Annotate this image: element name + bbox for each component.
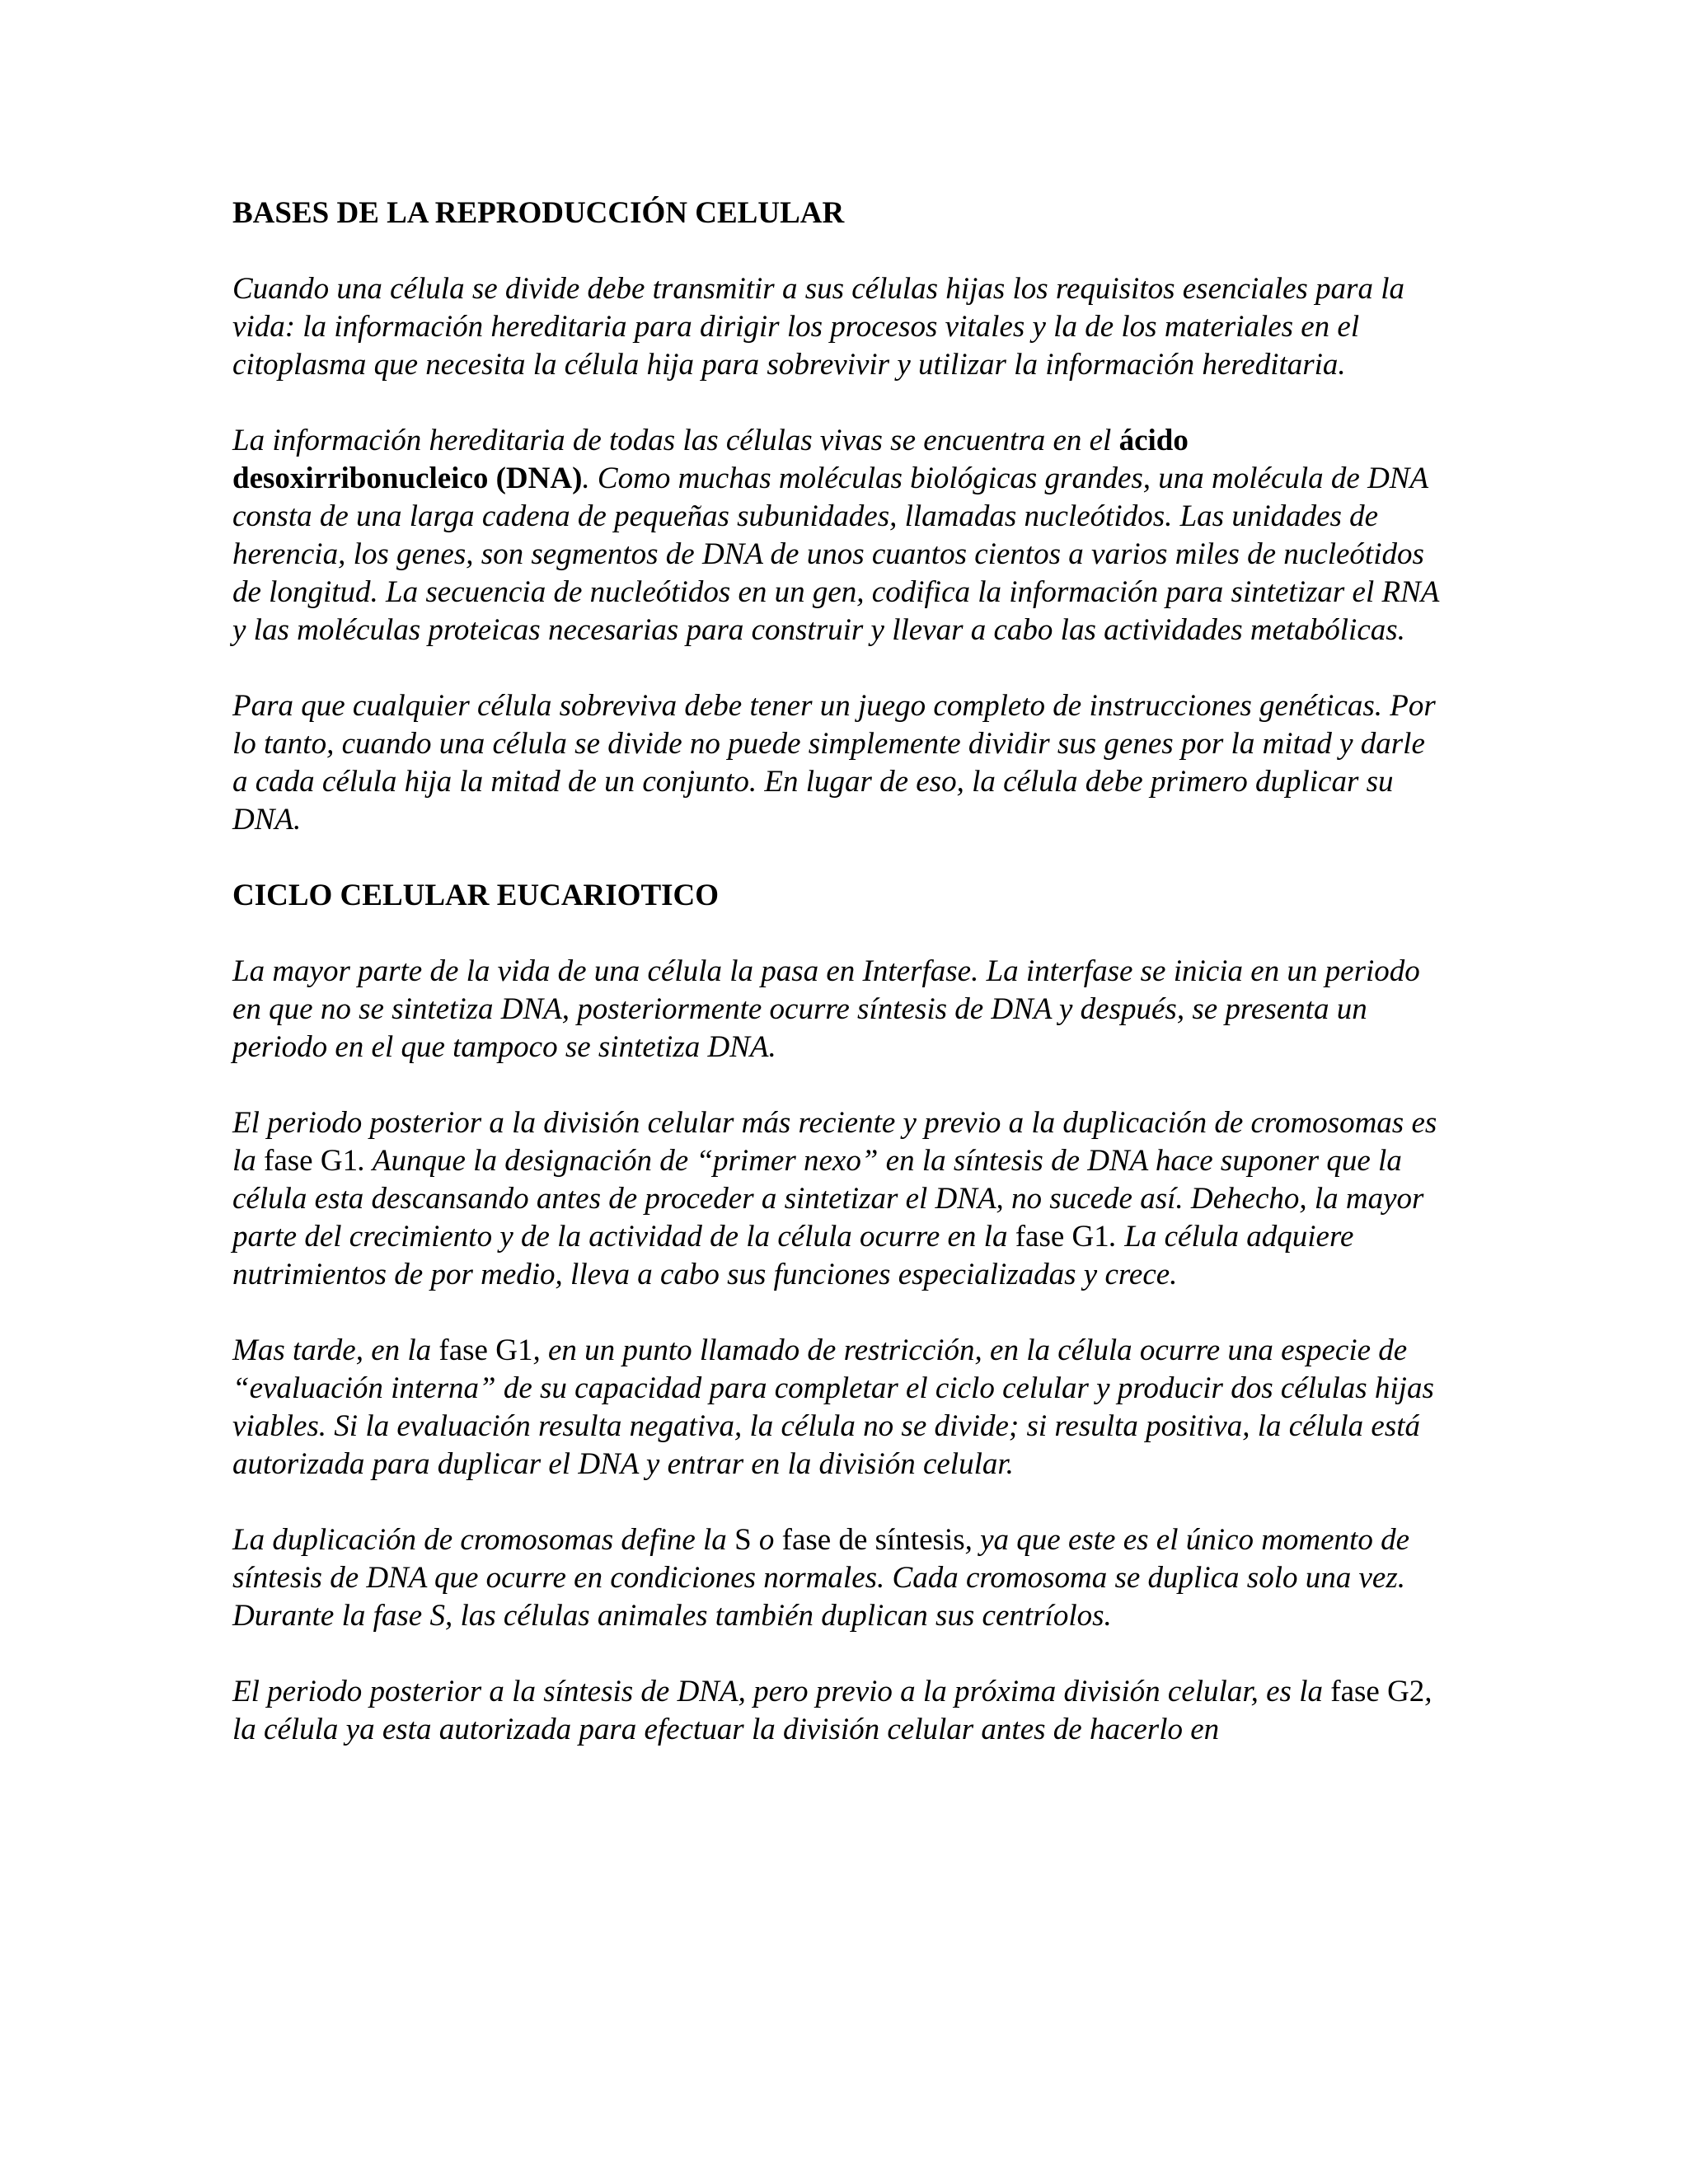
section-heading-bases: BASES DE LA REPRODUCCIÓN CELULAR — [232, 196, 845, 230]
paragraph-fase-g1 — [232, 1104, 1444, 1294]
paragraph-interfase: La mayor parte de la vida de una célula la pasa en Interfase. La interfase se inicia en un periodo en que no se sintetiza DNA, posteriormente ocurre síntesis de DNA y después, se presenta un periodo en el que tampoco se sintetiza DNA. — [232, 954, 1420, 1064]
paragraph-fase-g1-term-2: fase G1 — [1015, 1220, 1109, 1254]
document-page — [232, 194, 1444, 1749]
paragraph-restriccion-text-a: Mas tarde, en la — [232, 1333, 439, 1367]
paragraph-fase-s — [232, 1521, 1444, 1635]
paragraph-dna-bold-term: ácido desoxirribonucleico (DNA) — [232, 424, 1189, 495]
paragraph-fase-g2-text-a: El periodo posterior a la síntesis de DNA, pero previo a la próxima división celular, es la — [232, 1675, 1331, 1708]
paragraph-instructions: Para que cualquier célula sobreviva debe tener un juego completo de instrucciones genéticas. Por lo tanto, cuando una célula se divide no puede simplemente dividir sus genes por la mitad y darle a cada célula hija la mitad de un conjunto. En lugar de eso, la célula debe primero duplicar su DNA. — [232, 689, 1436, 837]
paragraph-fase-g2-text-c: , la célula ya esta autorizada para efectuar la división celular antes de hacerlo en — [232, 1675, 1432, 1746]
paragraph-fase-g2 — [232, 1673, 1444, 1749]
paragraph-fase-s-term-s: S — [734, 1523, 752, 1557]
paragraph-fase-g1-text-a: El periodo posterior a la división celular más reciente y previo a la duplicación de cromosomas es la — [232, 1106, 1437, 1178]
paragraph-fase-g1-term-1: fase G1 — [264, 1144, 359, 1178]
paragraph-fase-s-text-e: , ya que este es el único momento de síntesis de DNA que ocurre en condiciones normales. Cada cromosoma se duplica solo una vez. Durante la fase S, las células animales también duplican sus centríolos. — [232, 1523, 1410, 1633]
paragraph-restriccion-term: fase G1 — [438, 1333, 533, 1367]
paragraph-intro: Cuando una célula se divide debe transmitir a sus células hijas los requisitos esenciales para la vida: la información hereditaria para dirigir los procesos vitales y la de los materiales en el citoplasma que necesita la célula hija para sobrevivir y utilizar la información hereditaria. — [232, 272, 1404, 382]
paragraph-fase-g1-text-e: . La célula adquiere nutrimientos de por medio, lleva a cabo sus funciones especializadas y crece. — [232, 1220, 1354, 1291]
paragraph-restriccion — [232, 1332, 1444, 1483]
paragraph-fase-s-text-a: La duplicación de cromosomas define la — [232, 1523, 735, 1557]
paragraph-dna-text-a: La información hereditaria de todas las células vivas se encuentra en el — [232, 424, 1119, 457]
paragraph-fase-g1-text-c: . Aunque la designación de “primer nexo” en la síntesis de DNA hace suponer que la célula esta descansando antes de proceder a sintetizar el DNA, no sucede así. Dehecho, la mayor parte del crecimiento y de la actividad de la célula ocurre en la — [232, 1144, 1424, 1254]
paragraph-fase-g2-term: fase G2 — [1330, 1675, 1425, 1708]
paragraph-fase-s-text-c: o — [751, 1523, 782, 1557]
paragraph-restriccion-text-c: , en un punto llamado de restricción, en la célula ocurre una especie de “evaluación interna” de su capacidad para completar el ciclo celular y producir dos células hijas viables. Si la evaluación resulta negativa, la célula no se divide; si resulta positiva, la célula está autorizada para duplicar el DNA y entrar en la división celular. — [232, 1333, 1434, 1481]
paragraph-dna — [232, 422, 1444, 649]
paragraph-dna-text-c: . Como muchas moléculas biológicas grandes, una molécula de DNA consta de una larga cadena de pequeñas subunidades, llamadas nucleótidos. Las unidades de herencia, los genes, son segmentos de DNA de unos cuantos cientos a varios miles de nucleótidos de longitud. La secuencia de nucleótidos en un gen, codifica la información para sintetizar el RNA y las moléculas proteicas necesarias para construir y llevar a cabo las actividades metabólicas. — [232, 462, 1439, 647]
section-heading-ciclo: CICLO CELULAR EUCARIOTICO — [232, 879, 720, 912]
paragraph-fase-s-term-sintesis: fase de síntesis — [781, 1523, 965, 1557]
